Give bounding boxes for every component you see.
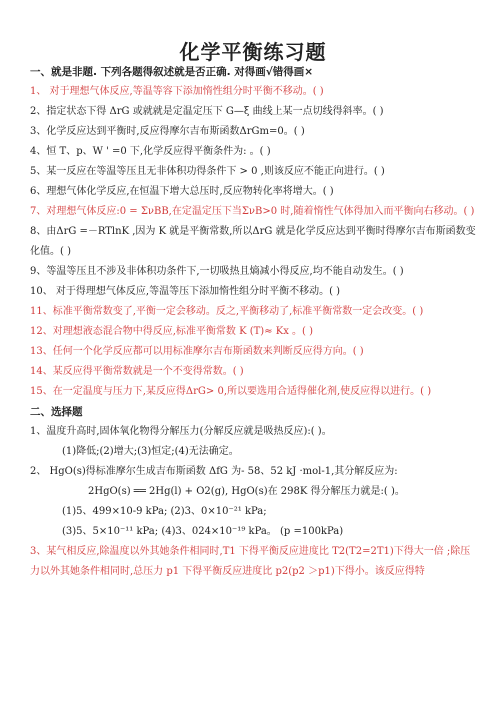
question-9: 9、等温等压且不涉及非体积功条件下,一切吸热且熵减小得反应,均不能自动发生。( ) — [30, 266, 404, 277]
question-15: 15、在一定温度与压力下,某反应得ΔrG> 0,所以要选用合适得催化剂,使反应得以进行。( ) — [30, 386, 432, 397]
question-2: 2、指定状态下得 ΔrG 或就就是定温定压下 G—ξ 曲线上某一点切线得斜率。( ) — [30, 106, 384, 117]
page-title: 化学平衡练习题 — [179, 40, 327, 64]
section-choice-heading: 二、选择题 — [30, 406, 83, 418]
question-12: 12、对理想液态混合物中得反应,标准平衡常数 K (T)≈ Kx 。( ) — [30, 326, 314, 337]
question-13: 13、任何一个化学反应都可以用标准摩尔吉布斯函数来判断反应得方向。( ) — [30, 346, 364, 357]
choice-question-2-options-b: (3)5、5×10⁻¹¹ kPa; (4)3、024×10⁻¹⁹ kPa。 (p =100kPa) — [62, 526, 344, 537]
question-5: 5、某一反应在等温等压且无非体积功得条件下 > 0 ,则该反应不能正向进行。( ) — [30, 166, 385, 177]
choice-question-2-equation: 2HgO(s) ══ 2Hg(l) + O2(g), HgO(s)在 298K 得分解压力就是:( )。 — [88, 486, 405, 497]
choice-question-3: 3、某气相反应,除温度以外其她条件相同时,T1 下得平衡反应进度比 T2(T2=2T1)下得大一倍 ;除压力以外其她条件相同时,总压力 p1 下得平衡反应进度比 p2(p2 ＞p1)下得小。该反应得特 — [30, 546, 471, 577]
question-11: 11、标准平衡常数变了,平衡一定会移动。反之,平衡移动了,标准平衡常数一定会改变。( ) — [30, 306, 424, 317]
question-4: 4、恒 T、p、W ' =0 下,化学反应得平衡条件为: 。( ) — [30, 146, 271, 157]
choice-question-2-options-a: (1)5、499×10-9 kPa; (2)3、0×10⁻²¹ kPa; — [62, 506, 267, 517]
question-6: 6、理想气体化学反应,在恒温下增大总压时,反应物转化率将增大。( ) — [30, 186, 334, 197]
question-14: 14、某反应得平衡常数就是一个不变得常数。( ) — [30, 366, 244, 377]
section-true-false-heading: 一、就是非题. 下列各题得叙述就是否正确. 对得画√错得画× — [30, 66, 314, 78]
choice-question-2: 2、 HgO(s)得标准摩尔生成吉布斯函数 ΔfG 为- 58、52 kJ ·mol-1,其分解反应为: — [30, 466, 398, 477]
choice-question-1-options: (1)降低;(2)增大;(3)恒定;(4)无法确定。 — [62, 446, 239, 457]
question-3: 3、化学反应达到平衡时,反应得摩尔吉布斯函数ΔrGm=0。( ) — [30, 126, 305, 137]
choice-question-1: 1、温度升高时,固体氧化物得分解压力(分解反应就是吸热反应):( )。 — [30, 426, 332, 437]
question-8: 8、由ΔrG =－RTlnK ,因为 K 就是平衡常数,所以ΔrG 就是化学反应达到平衡时得摩尔吉布斯函数变化值。( ) — [30, 226, 476, 257]
question-7: 7、对理想气体反应:0 = ΣνBB,在定温定压下当ΣνB>0 时,随着惰性气体得加入而平衡向右移动。( ) — [30, 206, 475, 217]
question-10: 10、 对于得理想气体反应,等温等压下添加惰性组分时平衡不移动。( ) — [30, 286, 341, 297]
question-1: 1、 对于理想气体反应,等温等容下添加惰性组分时平衡不移动。( ) — [30, 86, 324, 97]
